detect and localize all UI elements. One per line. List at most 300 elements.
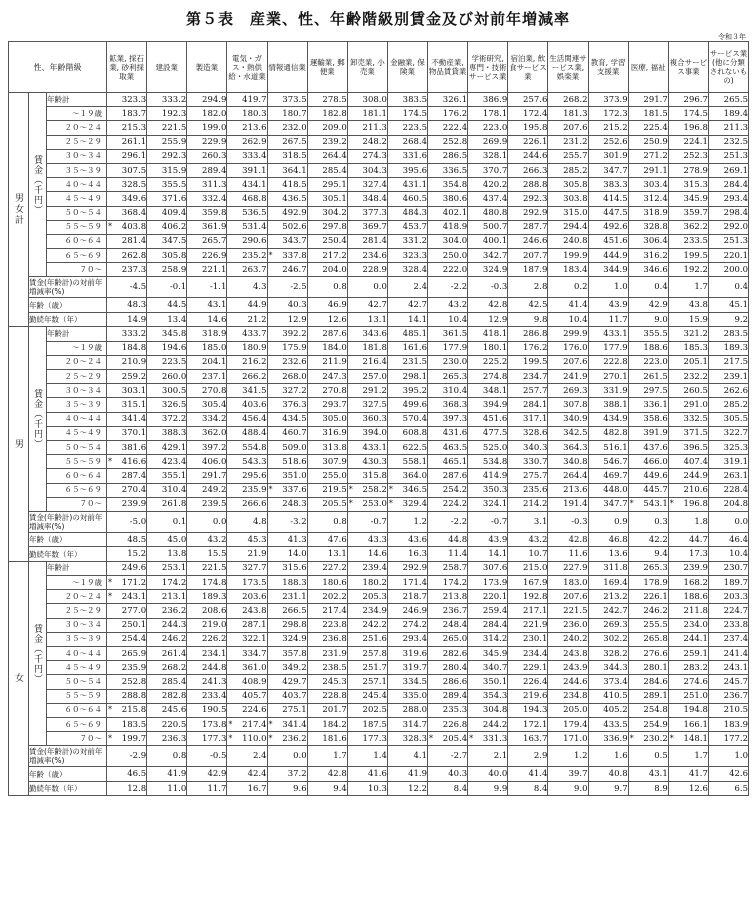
- wage-cell: [267, 355, 307, 369]
- wage-value: 362.2: [683, 222, 708, 233]
- wage-cell: [227, 440, 267, 454]
- wage-cell: [508, 732, 548, 746]
- wage-cell: [628, 206, 668, 220]
- wage-value: 531.4: [242, 222, 267, 233]
- wage-cell: [227, 675, 267, 689]
- wage-value: 236.8: [322, 634, 347, 645]
- wage-value: 217.5: [723, 357, 749, 368]
- wage-value: 262.8: [121, 250, 147, 261]
- wage-cell: [227, 561, 267, 575]
- wage-value: 298.1: [402, 371, 428, 382]
- wage-value: 179.4: [563, 719, 588, 730]
- age-band-label: ４０～４４: [47, 647, 107, 661]
- wage-value: 217.4: [242, 719, 267, 730]
- wage-value: 252.8: [442, 137, 468, 148]
- footnote-mark: *: [228, 733, 233, 743]
- age-band-label: ２５～２９: [47, 135, 107, 149]
- wage-cell: [508, 327, 548, 341]
- wage-cell: [227, 632, 267, 646]
- wage-value: 211.9: [322, 357, 347, 368]
- wage-cell: [548, 249, 588, 263]
- wage-cell: [588, 206, 628, 220]
- wage-value: 199.9: [563, 250, 588, 261]
- wage-cell: [387, 355, 427, 369]
- wage-cell: [668, 604, 708, 618]
- stat-cell: 43.2: [508, 532, 548, 547]
- wage-cell: [588, 576, 628, 590]
- wage-cell: [548, 93, 588, 107]
- wage-value: 250.0: [442, 250, 468, 261]
- wage-value: 287.6: [322, 329, 347, 340]
- wage-cell: [428, 249, 468, 263]
- wage-cell: [307, 497, 347, 511]
- stat-cell: 42.2: [628, 532, 668, 547]
- wage-value: 173.9: [482, 577, 508, 588]
- wage-cell: [147, 263, 187, 277]
- wage-cell: [428, 206, 468, 220]
- stat-cell: 2.1: [468, 746, 508, 767]
- wage-value: 405.7: [242, 691, 267, 702]
- stat-cell: 42.7: [387, 298, 427, 313]
- wage-cell: [267, 717, 307, 731]
- stat-cell: 10.4: [708, 547, 748, 562]
- wage-value: 319.6: [402, 648, 428, 659]
- age-band-label: ～１９歳: [47, 341, 107, 355]
- wage-cell: [708, 717, 748, 731]
- wage-cell: [227, 355, 267, 369]
- wage-cell: [588, 135, 628, 149]
- wage-value: 280.4: [442, 662, 468, 673]
- wage-value: 324.9: [282, 634, 307, 645]
- wage-value: 377.3: [362, 208, 387, 219]
- wage-cell: [708, 249, 748, 263]
- table-row: [9, 220, 749, 234]
- wage-value: 230.2: [643, 733, 668, 744]
- stat-cell: 43.2: [428, 298, 468, 313]
- wage-value: 290.6: [242, 236, 267, 247]
- wage-value: 311.3: [202, 179, 227, 190]
- rate-row: [9, 746, 749, 767]
- wage-cell: [147, 121, 187, 135]
- wage-cell: [147, 206, 187, 220]
- stat-cell: 13.1: [307, 547, 347, 562]
- industry-header: 運輸業, 郵便業: [307, 42, 347, 93]
- wage-value: 241.9: [563, 371, 588, 382]
- wage-cell: [628, 590, 668, 604]
- wage-value: 343.7: [282, 236, 307, 247]
- wage-value: 263.7: [242, 264, 267, 275]
- footnote-mark: *: [108, 456, 113, 466]
- wage-cell: [628, 455, 668, 469]
- wage-cell: [227, 220, 267, 234]
- wage-value: 243.1: [723, 662, 749, 673]
- wage-value: 284.4: [723, 179, 749, 190]
- wage-cell: [548, 732, 588, 746]
- wage-value: 168.2: [683, 577, 708, 588]
- wage-value: 334.2: [202, 414, 227, 425]
- wage-value: 335.0: [402, 691, 428, 702]
- wage-value: 260.5: [683, 385, 708, 396]
- wage-cell: [347, 206, 387, 220]
- table-row: [9, 178, 749, 192]
- wage-cell: [668, 483, 708, 497]
- wage-cell: [347, 689, 387, 703]
- wage-value: 213.6: [242, 122, 267, 133]
- wage-value: 187.5: [362, 719, 387, 730]
- wage-cell: [468, 590, 508, 604]
- wage-cell: [428, 263, 468, 277]
- wage-cell: [628, 497, 668, 511]
- wage-cell: [708, 220, 748, 234]
- wage-value: 221.9: [523, 620, 548, 631]
- wage-value: 543.1: [643, 499, 668, 510]
- wage-value: 316.9: [322, 428, 347, 439]
- industry-header: 生活関連サービス業, 娯楽業: [548, 42, 588, 93]
- wage-value: 465.1: [442, 456, 468, 467]
- stat-cell: 9.9: [468, 781, 508, 796]
- wage-cell: [307, 220, 347, 234]
- wage-cell: [347, 661, 387, 675]
- wage-cell: [708, 455, 748, 469]
- wage-cell: [548, 206, 588, 220]
- wage-value: 383.3: [603, 179, 628, 190]
- wage-value: 241.4: [723, 648, 749, 659]
- stat-cell: -3.2: [267, 511, 307, 532]
- corner-header: 性、年齢階級: [9, 42, 107, 93]
- wage-value: 251.0: [683, 691, 708, 702]
- wage-cell: [628, 398, 668, 412]
- wage-value: 328.4: [402, 264, 428, 275]
- stat-cell: 42.6: [708, 767, 748, 782]
- wage-cell: [628, 576, 668, 590]
- wage-value: 242.7: [603, 606, 628, 617]
- wage-value: 266.3: [523, 165, 548, 176]
- wage-cell: [428, 107, 468, 121]
- wage-cell: [468, 661, 508, 675]
- wage-value: 180.9: [242, 343, 267, 354]
- wage-value: 234.9: [362, 606, 387, 617]
- wage-cell: [307, 426, 347, 440]
- wage-value: 224.7: [723, 606, 749, 617]
- wage-value: 235.9: [242, 485, 267, 496]
- wage-value: 429.7: [282, 676, 307, 687]
- wage-value: 304.3: [362, 165, 387, 176]
- wage-value: 225.4: [643, 122, 668, 133]
- wage-cell: [147, 647, 187, 661]
- wage-value: 284.6: [643, 676, 668, 687]
- wage-cell: [107, 355, 147, 369]
- wage-cell: [708, 341, 748, 355]
- wage-value: 266.6: [242, 499, 267, 510]
- wage-value: 268.0: [282, 371, 307, 382]
- wage-value: 265.9: [121, 648, 147, 659]
- stat-cell: 1.7: [668, 277, 708, 298]
- wage-cell: [107, 675, 147, 689]
- wage-cell: [708, 234, 748, 248]
- wage-value: 209.0: [322, 122, 347, 133]
- wage-cell: [227, 384, 267, 398]
- wage-value: 211.3: [362, 122, 387, 133]
- wage-value: 392.2: [282, 329, 307, 340]
- stat-cell: 0.8: [307, 511, 347, 532]
- wage-cell: [468, 355, 508, 369]
- wage-cell: [147, 149, 187, 163]
- wage-value: 219.0: [202, 620, 227, 631]
- wage-value: 241.3: [202, 676, 227, 687]
- wage-cell: [588, 220, 628, 234]
- stat-cell: -5.0: [107, 511, 147, 532]
- wage-cell: [428, 355, 468, 369]
- stat-cell: 0.1: [147, 511, 187, 532]
- industry-header: 金融業, 保険業: [387, 42, 427, 93]
- wage-cell: [387, 661, 427, 675]
- wage-cell: [668, 618, 708, 632]
- wage-value: 315.8: [362, 470, 387, 481]
- wage-cell: [347, 440, 387, 454]
- wage-cell: [307, 647, 347, 661]
- table-row: [9, 163, 749, 177]
- table-row: [9, 384, 749, 398]
- wage-cell: [107, 604, 147, 618]
- wage-label: 賃金（千円）: [29, 93, 47, 277]
- wage-value: 368.4: [121, 208, 147, 219]
- wage-cell: [147, 440, 187, 454]
- wage-cell: [147, 483, 187, 497]
- wage-value: 437.6: [643, 442, 668, 453]
- stat-cell: 43.9: [588, 298, 628, 313]
- wage-value: 227.2: [322, 563, 347, 574]
- wage-cell: [708, 398, 748, 412]
- wage-cell: [668, 497, 708, 511]
- wage-value: 373.9: [603, 94, 628, 105]
- wage-cell: [588, 370, 628, 384]
- wage-value: 294.9: [202, 94, 227, 105]
- wage-cell: [548, 192, 588, 206]
- wage-cell: [508, 234, 548, 248]
- wage-cell: [267, 455, 307, 469]
- wage-cell: [588, 689, 628, 703]
- era-note: 令和３年: [718, 33, 746, 41]
- wage-cell: [387, 675, 427, 689]
- wage-cell: [668, 689, 708, 703]
- stat-cell: 14.1: [468, 547, 508, 562]
- wage-value: 230.0: [442, 357, 468, 368]
- wage-value: 359.7: [683, 208, 708, 219]
- wage-value: 176.2: [442, 108, 468, 119]
- wage-label: 賃金（千円）: [29, 561, 47, 745]
- stat-cell: 46.5: [107, 767, 147, 782]
- age-band-label: ２０～２４: [47, 590, 107, 604]
- wage-value: 245.7: [723, 676, 749, 687]
- wage-value: 222.4: [442, 122, 468, 133]
- wage-cell: [147, 590, 187, 604]
- tenure-row: [9, 781, 749, 796]
- wage-value: 534.8: [482, 456, 508, 467]
- wage-cell: [668, 675, 708, 689]
- wage-value: 451.6: [603, 236, 628, 247]
- wage-cell: [107, 717, 147, 731]
- wage-cell: [708, 732, 748, 746]
- wage-value: 235.3: [442, 705, 468, 716]
- wage-cell: [508, 263, 548, 277]
- stat-cell: -0.7: [347, 511, 387, 532]
- wage-value: 327.4: [362, 179, 387, 190]
- wage-cell: [147, 561, 187, 575]
- stat-cell: 13.4: [147, 312, 187, 327]
- wage-value: 172.3: [603, 108, 628, 119]
- wage-cell: [508, 661, 548, 675]
- wage-value: 185.3: [683, 343, 708, 354]
- wage-value: 314.7: [402, 719, 428, 730]
- wage-value: 235.6: [523, 485, 548, 496]
- wage-cell: [267, 483, 307, 497]
- wage-cell: [588, 192, 628, 206]
- wage-value: 173.5: [242, 577, 267, 588]
- stat-cell: 4.1: [387, 746, 427, 767]
- wage-cell: [588, 234, 628, 248]
- table-body: [9, 93, 749, 796]
- wage-cell: [508, 483, 548, 497]
- wage-value: 226.2: [202, 634, 227, 645]
- wage-cell: [267, 561, 307, 575]
- wage-value: 214.2: [523, 499, 548, 510]
- wage-cell: [708, 576, 748, 590]
- wage-cell: [307, 341, 347, 355]
- wage-cell: [187, 632, 227, 646]
- wage-cell: [227, 149, 267, 163]
- stat-cell: 1.2: [548, 746, 588, 767]
- wage-value: 264.4: [322, 151, 347, 162]
- wage-value: 303.1: [121, 385, 147, 396]
- stat-cell: 0.0: [708, 511, 748, 532]
- wage-value: 230.1: [523, 634, 548, 645]
- wage-value: 388.1: [603, 399, 628, 410]
- wage-value: 221.1: [202, 264, 227, 275]
- wage-cell: [387, 632, 427, 646]
- wage-cell: [628, 412, 668, 426]
- wage-value: 451.6: [482, 414, 508, 425]
- wage-value: 254.4: [121, 634, 147, 645]
- stat-cell: 12.2: [387, 781, 427, 796]
- table-row: [9, 717, 749, 731]
- wage-cell: [508, 341, 548, 355]
- stat-cell: 42.8: [307, 767, 347, 782]
- wage-cell: [187, 426, 227, 440]
- header-row: [9, 42, 749, 93]
- wage-value: 183.0: [563, 577, 588, 588]
- wage-cell: [628, 249, 668, 263]
- wage-value: 336.9: [603, 733, 628, 744]
- wage-cell: [628, 426, 668, 440]
- wage-cell: [628, 632, 668, 646]
- footnote-mark: *: [348, 499, 353, 509]
- wage-cell: [588, 647, 628, 661]
- industry-header: 情報通信業: [267, 42, 307, 93]
- industry-header: 複合サービス事業: [668, 42, 708, 93]
- wage-value: 215.3: [121, 122, 147, 133]
- wage-cell: [187, 483, 227, 497]
- wage-value: 332.5: [683, 414, 708, 425]
- wage-cell: [267, 440, 307, 454]
- wage-value: 369.7: [362, 222, 387, 233]
- wage-value: 348.1: [482, 385, 508, 396]
- wage-value: 292.9: [523, 208, 548, 219]
- age-band-label: ２５～２９: [47, 604, 107, 618]
- wage-value: 286.5: [442, 151, 468, 162]
- wage-value: 233.5: [683, 236, 708, 247]
- wage-cell: [708, 327, 748, 341]
- wage-value: 327.2: [282, 385, 307, 396]
- wage-value: 326.5: [161, 399, 187, 410]
- wage-value: 344.9: [603, 264, 628, 275]
- wage-cell: [387, 618, 427, 632]
- wage-value: 161.6: [402, 343, 428, 354]
- wage-value: 244.8: [202, 662, 227, 673]
- wage-value: 373.4: [603, 676, 628, 687]
- wage-value: 319.1: [723, 456, 749, 467]
- wage-value: 315.0: [563, 208, 588, 219]
- wage-value: 294.4: [563, 222, 588, 233]
- wage-value: 234.0: [683, 620, 708, 631]
- wage-cell: [387, 497, 427, 511]
- wage-value: 359.8: [202, 208, 227, 219]
- wage-value: 246.7: [282, 264, 307, 275]
- age-band-label: ～１９歳: [47, 576, 107, 590]
- wage-value: 321.2: [683, 329, 708, 340]
- wage-value: 250.1: [121, 620, 147, 631]
- wage-value: 288.8: [121, 691, 147, 702]
- wage-value: 376.3: [282, 399, 307, 410]
- wage-value: 169.4: [603, 577, 628, 588]
- industry-header: 卸売業, 小売業: [347, 42, 387, 93]
- wage-value: 181.8: [362, 343, 387, 354]
- wage-value: 554.8: [242, 442, 267, 453]
- wage-cell: [347, 234, 387, 248]
- wage-cell: [588, 93, 628, 107]
- wage-value: 345.8: [161, 329, 187, 340]
- stat-cell: 44.9: [227, 298, 267, 313]
- stat-cell: -2.2: [428, 511, 468, 532]
- wage-value: 231.5: [402, 357, 428, 368]
- stat-cell: 14.6: [347, 547, 387, 562]
- wage-value: 448.0: [603, 485, 628, 496]
- wage-value: 316.2: [643, 250, 668, 261]
- wage-cell: [347, 149, 387, 163]
- wage-cell: [387, 689, 427, 703]
- wage-cell: [548, 355, 588, 369]
- wage-cell: [347, 632, 387, 646]
- wage-cell: [107, 263, 147, 277]
- stat-cell: 1.0: [708, 746, 748, 767]
- wage-value: 502.6: [282, 222, 307, 233]
- wage-cell: [107, 440, 147, 454]
- wage-value: 291.7: [643, 94, 668, 105]
- wage-value: 453.7: [402, 222, 428, 233]
- wage-cell: [267, 398, 307, 412]
- wage-cell: [187, 206, 227, 220]
- wage-value: 434.1: [242, 179, 267, 190]
- wage-cell: [708, 618, 748, 632]
- wage-cell: [227, 135, 267, 149]
- wage-cell: [708, 604, 748, 618]
- wage-cell: [668, 440, 708, 454]
- wage-cell: [107, 121, 147, 135]
- wage-value: 296.1: [121, 151, 147, 162]
- wage-cell: [387, 576, 427, 590]
- wage-cell: [588, 355, 628, 369]
- wage-cell: [668, 632, 708, 646]
- wage-cell: [187, 263, 227, 277]
